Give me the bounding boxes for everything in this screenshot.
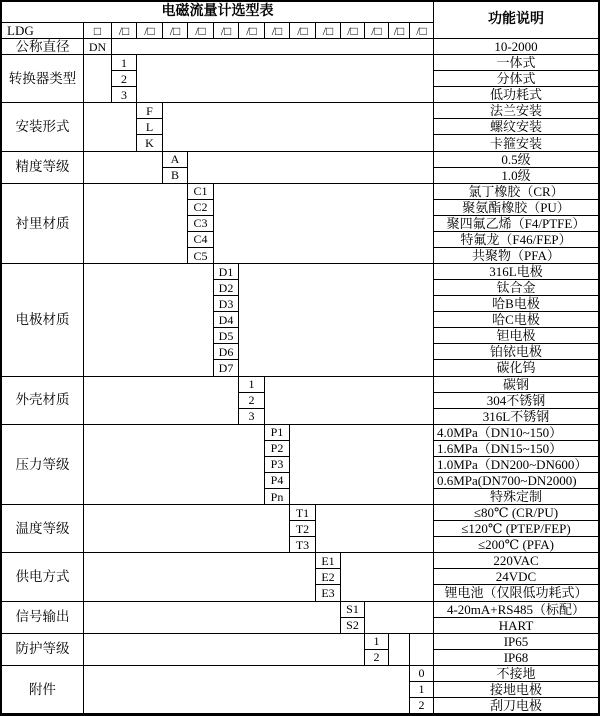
spacer-cell xyxy=(290,425,434,505)
table-title: 电磁流量计选型表 xyxy=(2,2,434,23)
code-placeholder-box: /□ xyxy=(341,23,365,39)
code-placeholder-box: /□ xyxy=(188,23,214,39)
option-function-cell: 特殊定制 xyxy=(434,489,598,505)
option-function-cell: 聚氨酯橡胶（PU） xyxy=(434,200,598,216)
spacer-cell xyxy=(163,103,434,151)
option-code-cell: E1 xyxy=(316,553,341,569)
option-code-cell: 2 xyxy=(410,698,434,714)
option-function-cell: ≤120℃ (PTEP/FEP) xyxy=(434,521,598,537)
option-function-cell: 1.0级 xyxy=(434,168,598,184)
code-placeholder-box: /□ xyxy=(410,23,434,39)
option-code-cell: C2 xyxy=(188,200,214,216)
option-function-cell: 钽电极 xyxy=(434,328,598,344)
option-code-cell: D4 xyxy=(214,312,239,328)
code-placeholder-box: /□ xyxy=(112,23,137,39)
option-code-cell: T1 xyxy=(290,505,316,521)
section-label: 外壳材质 xyxy=(2,377,84,425)
option-code-cell: P3 xyxy=(265,457,290,473)
option-code-cell: 1 xyxy=(365,634,389,650)
spacer-cell xyxy=(188,152,434,184)
option-function-cell: 24VDC xyxy=(434,569,598,585)
option-code-cell: D3 xyxy=(214,296,239,312)
option-code-cell: D2 xyxy=(214,280,239,296)
option-code-cell: 1 xyxy=(112,55,137,71)
option-code-cell: C4 xyxy=(188,232,214,248)
option-function-cell: 哈C电极 xyxy=(434,312,598,328)
option-function-cell: 220VAC xyxy=(434,553,598,569)
spacer-cell xyxy=(84,505,290,553)
option-code-cell: 2 xyxy=(239,393,265,409)
option-function-cell: 碳化钨 xyxy=(434,360,598,376)
dn-placeholder-box: □ xyxy=(84,23,112,39)
spacer-cell xyxy=(214,184,434,264)
option-code-cell: D7 xyxy=(214,360,239,376)
option-code-cell: T3 xyxy=(290,537,316,553)
code-placeholder-box: /□ xyxy=(316,23,341,39)
section-label: 精度等级 xyxy=(2,152,84,184)
option-code-cell: E3 xyxy=(316,585,341,601)
section-label: 附件 xyxy=(2,666,84,714)
dn-code: DN xyxy=(84,39,112,55)
option-code-cell: L xyxy=(137,119,163,135)
option-function-cell: 哈B电极 xyxy=(434,296,598,312)
option-function-cell: 螺纹安装 xyxy=(434,119,598,135)
code-placeholder-box: /□ xyxy=(365,23,389,39)
section-label: 防护等级 xyxy=(2,634,84,666)
spacer-cell xyxy=(84,55,112,103)
diameter-label: 公称直径 xyxy=(2,39,84,55)
spacer-cell xyxy=(84,103,137,151)
diameter-function: 10-2000 xyxy=(434,39,598,55)
option-code-cell: P4 xyxy=(265,473,290,489)
option-function-cell: 刮刀电极 xyxy=(434,698,598,714)
option-code-cell: 2 xyxy=(365,650,389,666)
code-placeholder-box: /□ xyxy=(163,23,188,39)
option-function-cell: 氯丁橡胶（CR） xyxy=(434,184,598,200)
option-function-cell: 接地电极 xyxy=(434,682,598,698)
spacer-cell xyxy=(239,264,434,377)
code-placeholder-box: /□ xyxy=(214,23,239,39)
option-code-cell: 1 xyxy=(410,682,434,698)
option-code-cell: 3 xyxy=(112,87,137,103)
option-function-cell: 0.6MPa(DN700~DN2000) xyxy=(434,473,598,489)
option-function-cell: 法兰安装 xyxy=(434,103,598,119)
spacer-cell xyxy=(84,425,265,505)
option-code-cell: C3 xyxy=(188,216,214,232)
diameter-span xyxy=(112,39,434,55)
option-function-cell: 特氟龙（F46/FEP） xyxy=(434,232,598,248)
option-function-cell: 316L不锈钢 xyxy=(434,409,598,425)
section-label: 信号输出 xyxy=(2,602,84,634)
section-label: 转换器类型 xyxy=(2,55,84,103)
option-function-cell: 铂铱电极 xyxy=(434,344,598,360)
section-label: 供电方式 xyxy=(2,553,84,601)
option-code-cell: Pn xyxy=(265,489,290,505)
spacer-cell xyxy=(84,264,214,377)
spacer-cell xyxy=(84,553,316,601)
spacer-cell xyxy=(84,602,341,634)
spacer-cell xyxy=(84,152,163,184)
option-function-cell: 钛合金 xyxy=(434,280,598,296)
code-placeholder-box: /□ xyxy=(265,23,290,39)
code-placeholder-box: /□ xyxy=(239,23,265,39)
code-placeholder-box: /□ xyxy=(389,23,410,39)
option-code-cell: 1 xyxy=(239,377,265,393)
spacer-cell xyxy=(265,377,434,425)
section-label: 电极材质 xyxy=(2,264,84,377)
option-code-cell: D1 xyxy=(214,264,239,280)
option-function-cell: IP68 xyxy=(434,650,598,666)
spacer-cell xyxy=(84,184,188,264)
option-code-cell: S2 xyxy=(341,618,365,634)
option-function-cell: HART xyxy=(434,618,598,634)
spacer-cell xyxy=(410,634,434,666)
code-placeholder-box: /□ xyxy=(290,23,316,39)
option-code-cell: S1 xyxy=(341,602,365,618)
option-code-cell: B xyxy=(163,168,188,184)
spacer-cell xyxy=(84,377,239,425)
option-code-cell: 3 xyxy=(239,409,265,425)
option-code-cell: P2 xyxy=(265,441,290,457)
option-function-cell: 一体式 xyxy=(434,55,598,71)
section-label: 温度等级 xyxy=(2,505,84,553)
section-label: 压力等级 xyxy=(2,425,84,505)
option-function-cell: 碳钢 xyxy=(434,377,598,393)
section-label: 衬里材质 xyxy=(2,184,84,264)
option-function-cell: 不接地 xyxy=(434,666,598,682)
option-function-cell: 316L电极 xyxy=(434,264,598,280)
model-prefix: LDG xyxy=(2,23,84,39)
option-code-cell: 2 xyxy=(112,71,137,87)
spacer-cell xyxy=(365,602,434,634)
option-function-cell: ≤80℃ (CR/PU) xyxy=(434,505,598,521)
spacer-cell xyxy=(316,505,434,553)
spacer-cell xyxy=(341,553,434,601)
function-column-header: 功能说明 xyxy=(434,2,598,39)
option-code-cell: F xyxy=(137,103,163,119)
option-code-cell: C5 xyxy=(188,248,214,264)
option-function-cell: 低功耗式 xyxy=(434,87,598,103)
option-function-cell: 0.5级 xyxy=(434,152,598,168)
option-function-cell: 304不锈钢 xyxy=(434,393,598,409)
option-function-cell: 4-20mA+RS485（标配） xyxy=(434,602,598,618)
option-code-cell: E2 xyxy=(316,569,341,585)
option-function-cell: 分体式 xyxy=(434,71,598,87)
option-function-cell: 卡箍安装 xyxy=(434,135,598,151)
spacer-cell xyxy=(84,666,410,714)
option-function-cell: 1.6MPa（DN15~150） xyxy=(434,441,598,457)
spacer-cell xyxy=(389,634,410,666)
option-code-cell: P1 xyxy=(265,425,290,441)
option-code-cell: C1 xyxy=(188,184,214,200)
option-code-cell: D5 xyxy=(214,328,239,344)
option-function-cell: 聚四氟乙烯（F4/PTFE） xyxy=(434,216,598,232)
option-function-cell: 4.0MPa（DN10~150） xyxy=(434,425,598,441)
option-function-cell: IP65 xyxy=(434,634,598,650)
option-code-cell: K xyxy=(137,135,163,151)
spacer-cell xyxy=(84,634,365,666)
option-code-cell: 0 xyxy=(410,666,434,682)
code-placeholder-box: /□ xyxy=(137,23,163,39)
section-label: 安装形式 xyxy=(2,103,84,151)
option-function-cell: 锂电池（仅限低功耗式） xyxy=(434,585,598,601)
option-function-cell: 1.0MPa（DN200~DN600） xyxy=(434,457,598,473)
option-function-cell: 共聚物（PFA） xyxy=(434,248,598,264)
option-code-cell: A xyxy=(163,152,188,168)
option-function-cell: ≤200℃ (PFA) xyxy=(434,537,598,553)
option-code-cell: D6 xyxy=(214,344,239,360)
spacer-cell xyxy=(137,55,434,103)
option-code-cell: T2 xyxy=(290,521,316,537)
